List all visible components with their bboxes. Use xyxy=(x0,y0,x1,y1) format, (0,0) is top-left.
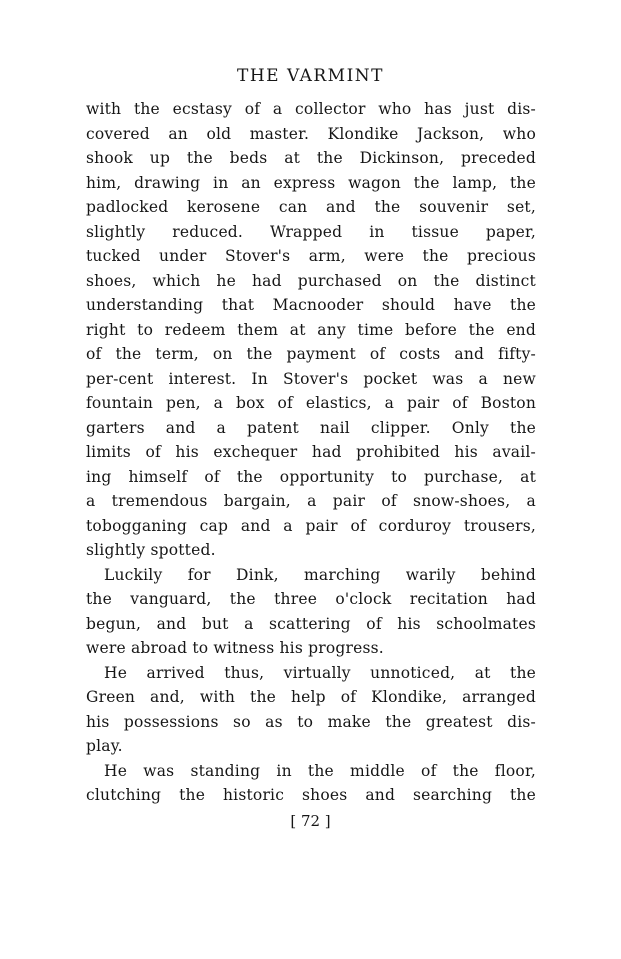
text-line: the vanguard, the three o'clock recitation had xyxy=(86,590,536,608)
text-line: with the ecstasy of a collector who has just dis- xyxy=(86,100,536,118)
text-line: per-cent interest. In Stover's pocket was a new xyxy=(86,369,536,388)
text-line: clutching the historic shoes and searching the xyxy=(86,786,536,804)
text-line: He arrived thus, virtually unnoticed, at the xyxy=(104,663,536,682)
text-line: ing himself of the opportunity to purchase, at xyxy=(86,467,536,486)
text-line: He was standing in the middle of the floor, xyxy=(104,761,536,780)
text-line: shook up the beds at the Dickinson, preceded xyxy=(86,149,536,167)
text-line: limits of his exchequer had prohibited his avail- xyxy=(86,443,536,461)
text-line: play. xyxy=(86,737,123,755)
text-line: him, drawing in an express wagon the lamp, the xyxy=(86,173,536,192)
text-line: Luckily for Dink, marching warily behind xyxy=(104,565,536,584)
text-line: of the term, on the payment of costs and fifty- xyxy=(86,345,536,363)
text-line: a tremendous bargain, a pair of snow-shoes, a xyxy=(86,492,536,510)
body-text xyxy=(86,97,536,808)
text-line: covered an old master. Klondike Jackson, who xyxy=(86,124,536,143)
text-line: right to redeem them at any time before the end xyxy=(86,320,536,339)
text-line: tobogganing cap and a pair of corduroy trousers, xyxy=(86,516,536,535)
text-line: tucked under Stover's arm, were the precious xyxy=(86,247,536,265)
text-line: shoes, which he had purchased on the distinct xyxy=(86,271,536,290)
text-line: slightly reduced. Wrapped in tissue paper, xyxy=(86,222,536,241)
text-line: understanding that Macnooder should have the xyxy=(86,296,536,314)
text-line: padlocked kerosene can and the souvenir set, xyxy=(86,198,536,216)
page-number: [ 72 ] xyxy=(290,812,331,830)
text-line: his possessions so as to make the greatest dis- xyxy=(86,712,536,731)
running-head: THE VARMINT xyxy=(236,66,384,86)
text-line: garters and a patent nail clipper. Only the xyxy=(86,418,536,437)
text-line: were abroad to witness his progress. xyxy=(86,639,384,657)
text-line: begun, and but a scattering of his schoolmates xyxy=(86,614,536,633)
text-line: Green and, with the help of Klondike, arranged xyxy=(86,688,536,706)
text-line: fountain pen, a box of elastics, a pair of Boston xyxy=(86,394,536,412)
text-line: slightly spotted. xyxy=(86,541,216,559)
